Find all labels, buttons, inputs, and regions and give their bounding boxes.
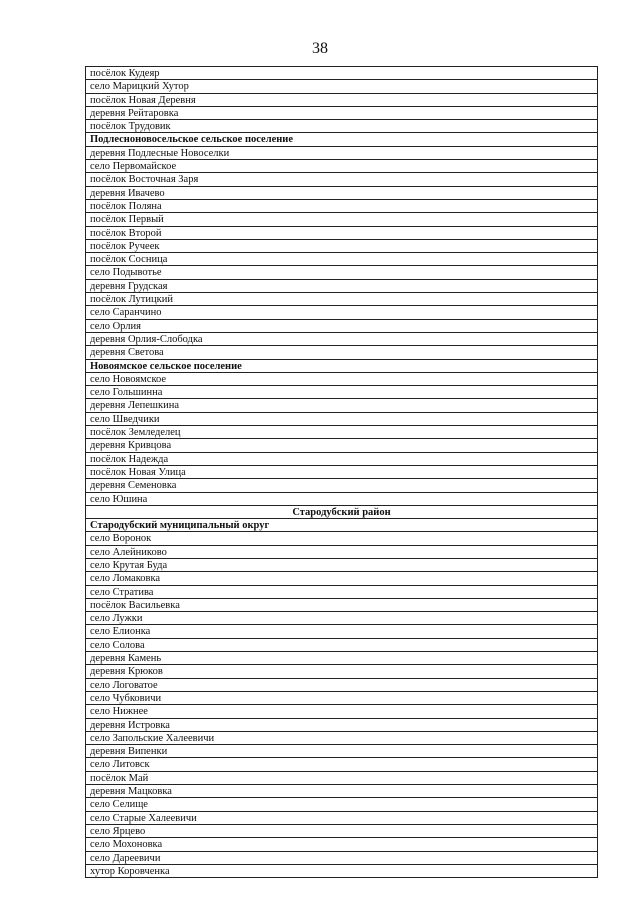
settlements-table (85, 66, 598, 878)
table-row: село Чубковичи (86, 692, 597, 705)
table-row: посёлок Первый (86, 213, 597, 226)
section-header-row: Новоямское сельское поселение (86, 360, 597, 373)
table-row: деревня Орлия-Слободка (86, 333, 597, 346)
table-row: посёлок Ручеек (86, 240, 597, 253)
table-row: село Шведчики (86, 413, 597, 426)
table-row: деревня Лепешкина (86, 399, 597, 412)
table-row: деревня Истровка (86, 719, 597, 732)
table-row: село Алейниково (86, 546, 597, 559)
table-row: село Дареевичи (86, 852, 597, 865)
table-row: село Новоямское (86, 373, 597, 386)
table-row: село Марицкий Хутор (86, 80, 597, 93)
table-row: село Литовск (86, 758, 597, 771)
table-row: посёлок Кудеяр (86, 67, 597, 80)
table-row: село Юшина (86, 493, 597, 506)
table-row: посёлок Второй (86, 227, 597, 240)
table-row: село Нижнее (86, 705, 597, 718)
table-row: посёлок Поляна (86, 200, 597, 213)
table-row: посёлок Лутицкий (86, 293, 597, 306)
table-row: деревня Ивачево (86, 187, 597, 200)
table-row: село Селище (86, 798, 597, 811)
table-row: село Первомайское (86, 160, 597, 173)
table-row: село Крутая Буда (86, 559, 597, 572)
table-row: посёлок Трудовик (86, 120, 597, 133)
section-header-row: Стародубский муниципальный округ (86, 519, 597, 532)
table-row: деревня Випенки (86, 745, 597, 758)
table-row: село Солова (86, 639, 597, 652)
table-row: село Елионка (86, 625, 597, 638)
table-row: посёлок Надежда (86, 453, 597, 466)
table-row: деревня Крюков (86, 665, 597, 678)
table-row: посёлок Сосница (86, 253, 597, 266)
table-row: хутор Коровченка (86, 865, 597, 878)
table-row: деревня Рейтаровка (86, 107, 597, 120)
table-row: деревня Грудская (86, 280, 597, 293)
table-row: посёлок Новая Улица (86, 466, 597, 479)
table-row: деревня Кривцова (86, 439, 597, 452)
table-row: посёлок Земледелец (86, 426, 597, 439)
table-row: село Подывотье (86, 266, 597, 279)
table-row: посёлок Май (86, 772, 597, 785)
table-row: село Гольшинна (86, 386, 597, 399)
table-row: село Саранчино (86, 306, 597, 319)
table-row: деревня Семеновка (86, 479, 597, 492)
table-row: посёлок Васильевка (86, 599, 597, 612)
page-number: 38 (312, 40, 328, 57)
table-row: деревня Подлесные Новоселки (86, 147, 597, 160)
section-header-row: Подлесноновосельское сельское поселение (86, 133, 597, 146)
table-row: село Старые Халеевичи (86, 812, 597, 825)
table-row: деревня Камень (86, 652, 597, 665)
table-row: село Стратива (86, 586, 597, 599)
table-row: деревня Светова (86, 346, 597, 359)
table-row: деревня Мацковка (86, 785, 597, 798)
table-row: село Мохоновка (86, 838, 597, 851)
table-row: село Воронок (86, 532, 597, 545)
table-row: село Ломаковка (86, 572, 597, 585)
table-row: село Орлия (86, 320, 597, 333)
table-row: посёлок Новая Деревня (86, 94, 597, 107)
table-row: село Запольские Халеевичи (86, 732, 597, 745)
table-row: село Ярцево (86, 825, 597, 838)
table-row: село Логоватое (86, 679, 597, 692)
table-row: село Лужки (86, 612, 597, 625)
table-row: посёлок Восточная Заря (86, 173, 597, 186)
section-header-row: Стародубский район (86, 506, 597, 519)
